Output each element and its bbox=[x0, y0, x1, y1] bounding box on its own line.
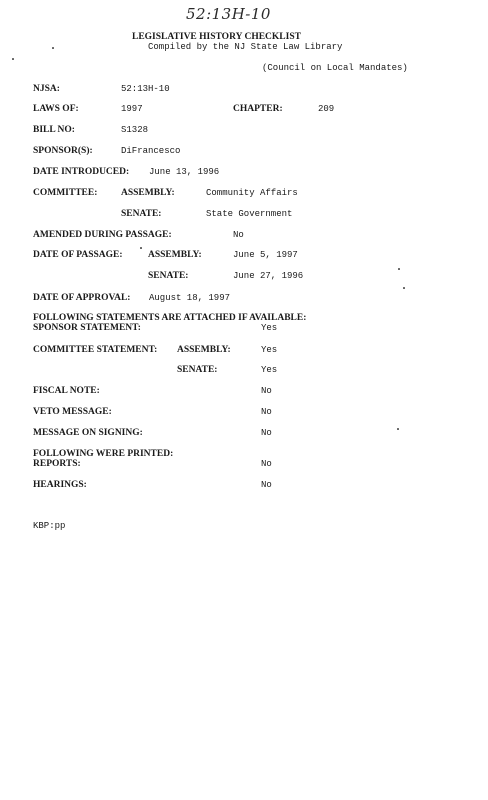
scan-speck bbox=[398, 268, 400, 270]
committee-senate-label: SENATE: bbox=[121, 209, 162, 219]
date-of-passage-label: DATE OF PASSAGE: bbox=[33, 250, 123, 260]
amended-label: AMENDED DURING PASSAGE: bbox=[33, 230, 172, 240]
document-note: (Council on Local Mandates) bbox=[262, 63, 408, 73]
scan-speck bbox=[403, 287, 405, 289]
njsa-value: 52:13H-10 bbox=[121, 84, 170, 94]
fiscal-note-value: No bbox=[261, 386, 272, 396]
veto-message-label: VETO MESSAGE: bbox=[33, 407, 112, 417]
passage-senate-label: SENATE: bbox=[148, 271, 189, 281]
scan-speck bbox=[12, 58, 14, 60]
printed-heading: FOLLOWING WERE PRINTED: bbox=[33, 449, 174, 459]
amended-value: No bbox=[233, 230, 244, 240]
chapter-label: CHAPTER: bbox=[233, 104, 283, 114]
njsa-label: NJSA: bbox=[33, 84, 60, 94]
sponsor-label: SPONSOR(S): bbox=[33, 146, 93, 156]
veto-message-value: No bbox=[261, 407, 272, 417]
laws-of-value: 1997 bbox=[121, 104, 143, 114]
passage-senate-value: June 27, 1996 bbox=[233, 271, 304, 281]
reports-label: REPORTS: bbox=[33, 459, 81, 469]
committee-statement-senate-label: SENATE: bbox=[177, 365, 218, 375]
sponsor-value: DiFrancesco bbox=[121, 146, 181, 156]
date-introduced-label: DATE INTRODUCED: bbox=[33, 167, 130, 177]
committee-statement-assembly-label: ASSEMBLY: bbox=[177, 345, 231, 355]
message-on-signing-label: MESSAGE ON SIGNING: bbox=[33, 428, 143, 438]
handwritten-statute-number: 52:13H-10 bbox=[186, 5, 271, 23]
committee-statement-label: COMMITTEE STATEMENT: bbox=[33, 345, 158, 355]
committee-statement-senate-value: Yes bbox=[261, 365, 278, 375]
sponsor-statement-label: SPONSOR STATEMENT: bbox=[33, 323, 141, 333]
fiscal-note-label: FISCAL NOTE: bbox=[33, 386, 100, 396]
committee-statement-assembly-value: Yes bbox=[261, 345, 278, 355]
passage-assembly-label: ASSEMBLY: bbox=[148, 250, 202, 260]
committee-assembly-value: Community Affairs bbox=[206, 188, 298, 198]
bill-no-value: S1328 bbox=[121, 125, 149, 135]
scan-speck bbox=[140, 247, 142, 249]
sponsor-statement-value: Yes bbox=[261, 323, 278, 333]
committee-label: COMMITTEE: bbox=[33, 188, 98, 198]
message-on-signing-value: No bbox=[261, 428, 272, 438]
bill-no-label: BILL NO: bbox=[33, 125, 75, 135]
hearings-value: No bbox=[261, 480, 272, 490]
document-subtitle: Compiled by the NJ State Law Library bbox=[148, 42, 343, 52]
laws-of-label: LAWS OF: bbox=[33, 104, 79, 114]
hearings-label: HEARINGS: bbox=[33, 480, 87, 490]
scan-speck bbox=[52, 47, 54, 49]
committee-senate-value: State Government bbox=[206, 209, 293, 219]
reports-value: No bbox=[261, 459, 272, 469]
document-title: LEGISLATIVE HISTORY CHECKLIST bbox=[132, 32, 301, 42]
scan-speck bbox=[397, 428, 399, 430]
statements-heading: FOLLOWING STATEMENTS ARE ATTACHED IF AVAILABLE: bbox=[33, 313, 307, 323]
date-of-approval-label: DATE OF APPROVAL: bbox=[33, 293, 131, 303]
committee-assembly-label: ASSEMBLY: bbox=[121, 188, 175, 198]
date-introduced-value: June 13, 1996 bbox=[149, 167, 220, 177]
chapter-value: 209 bbox=[318, 104, 335, 114]
footer-initials: KBP:pp bbox=[33, 521, 66, 531]
date-of-approval-value: August 18, 1997 bbox=[149, 293, 231, 303]
passage-assembly-value: June 5, 1997 bbox=[233, 250, 298, 260]
